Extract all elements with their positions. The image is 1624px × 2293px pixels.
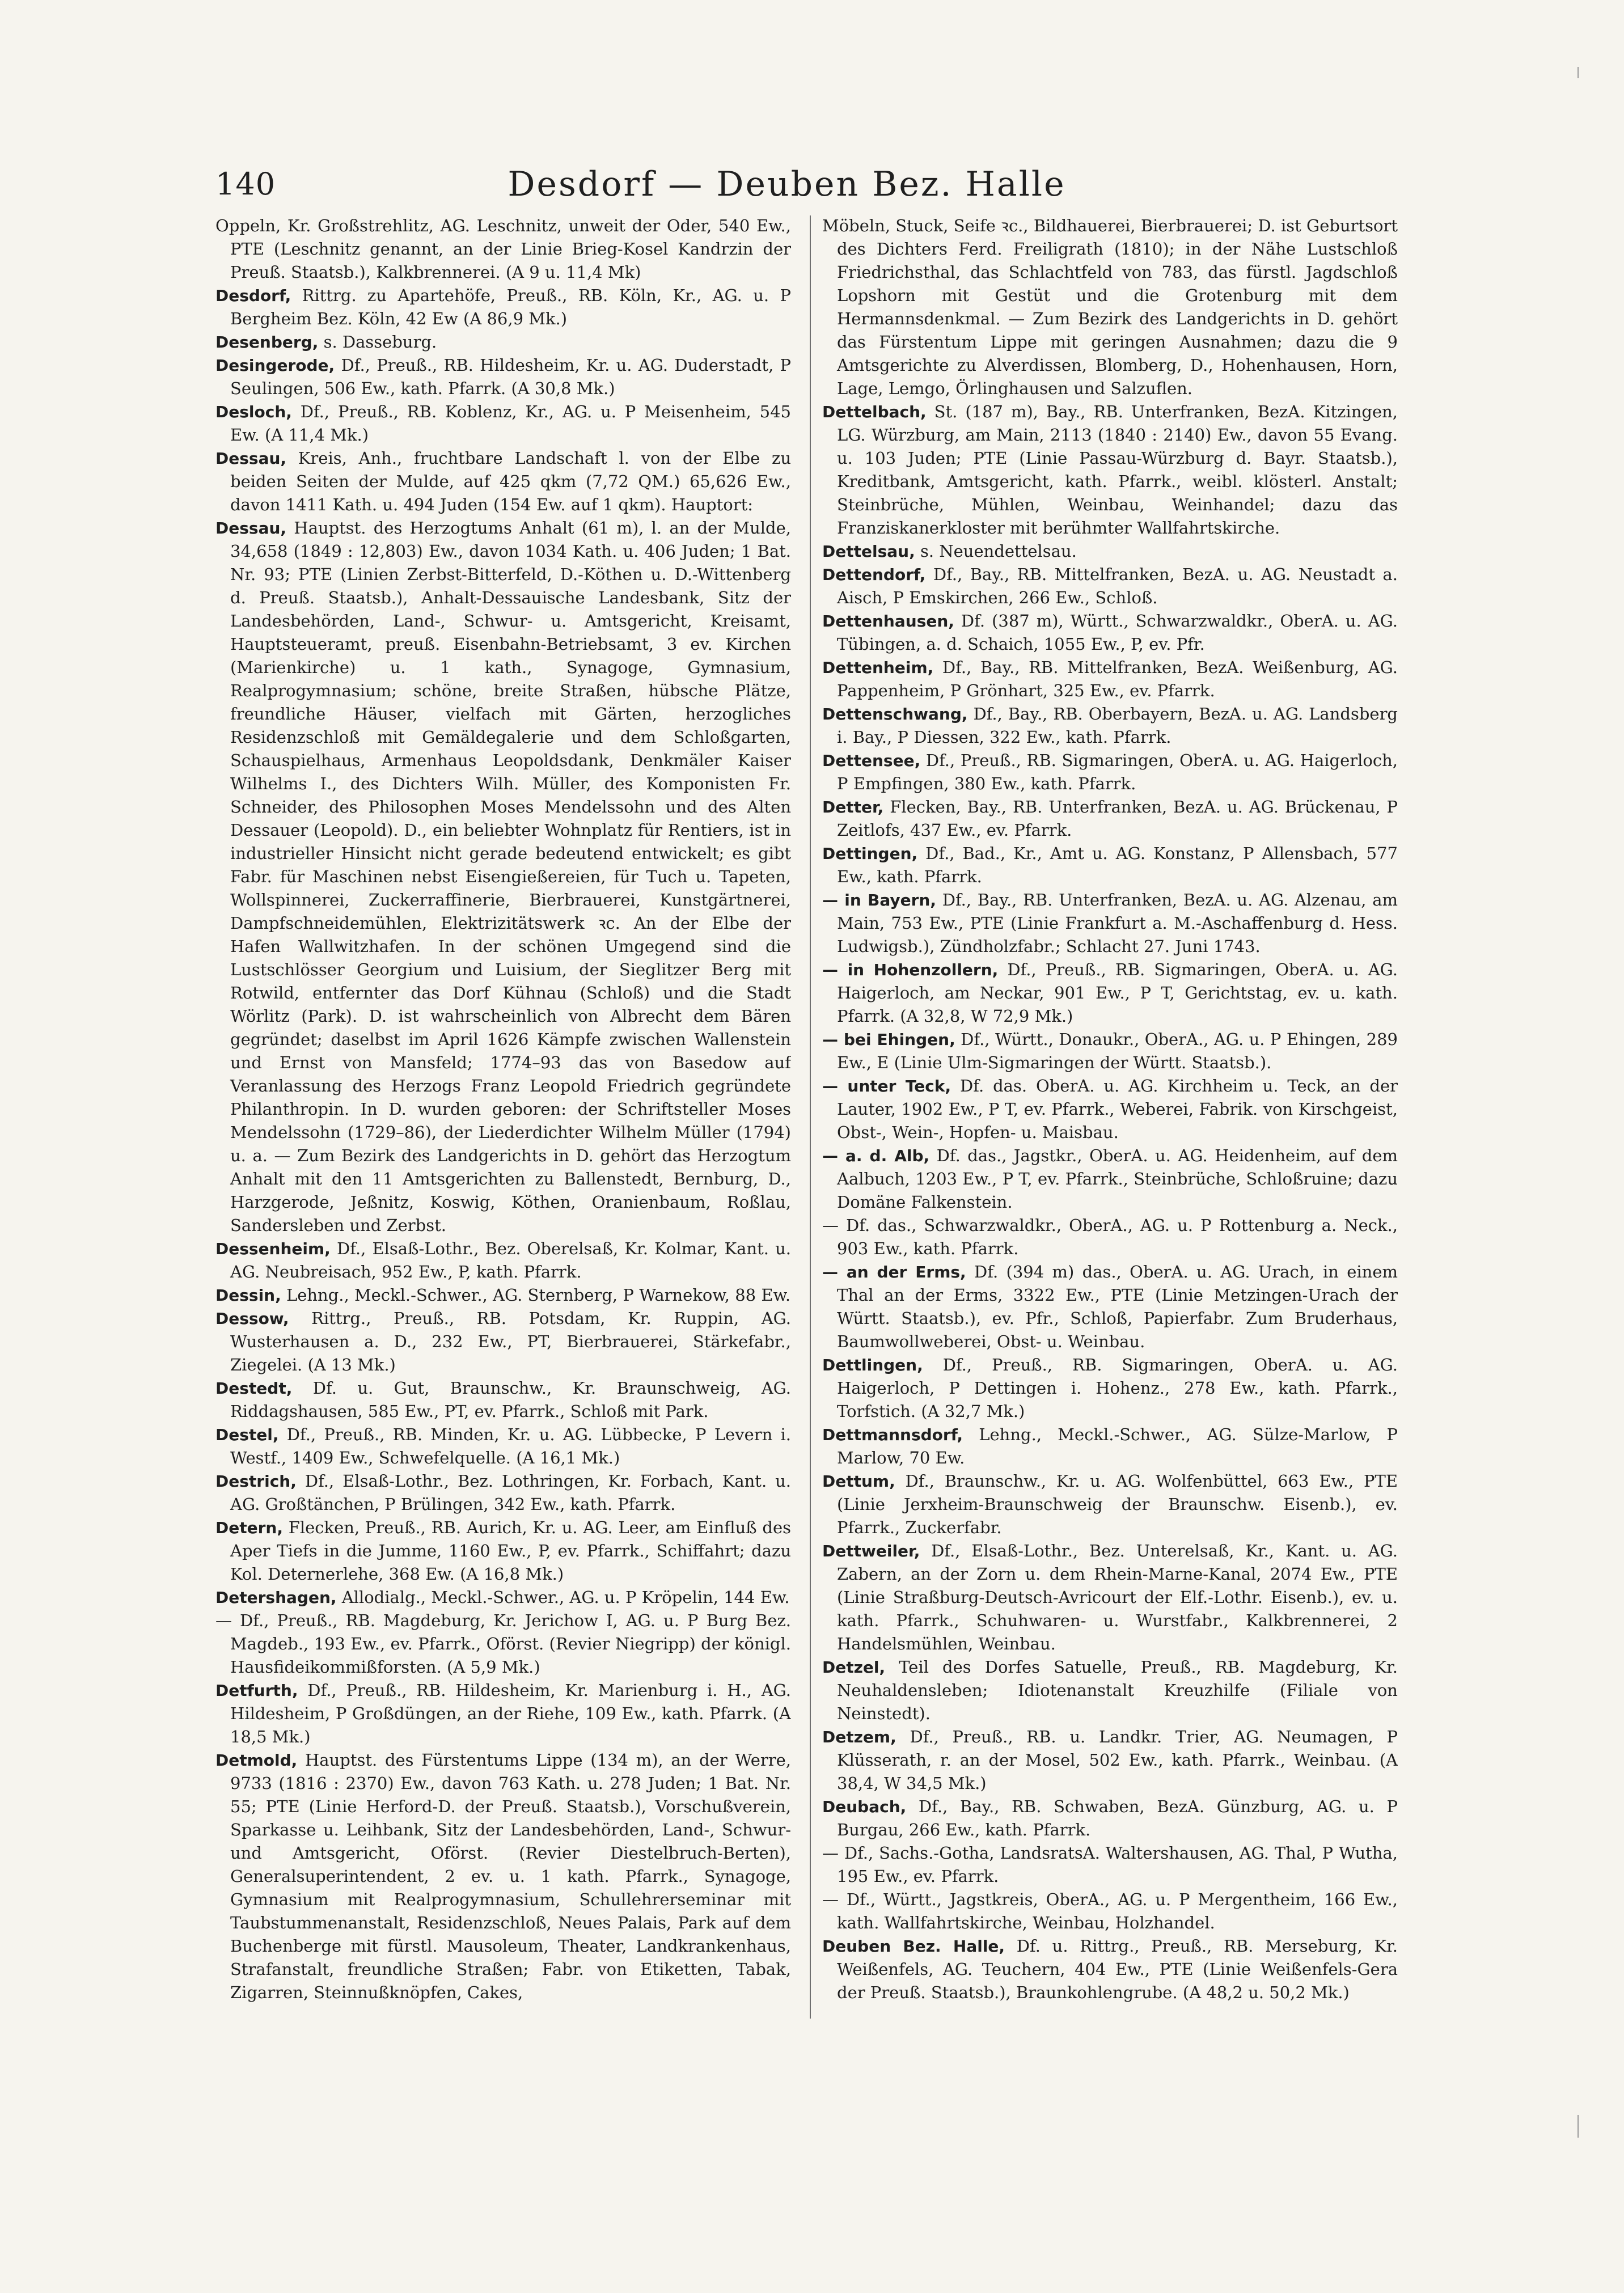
entry-headword: Detershagen, xyxy=(215,1588,337,1607)
left-column xyxy=(215,214,791,2057)
dictionary-entry xyxy=(215,400,791,447)
entry-text: Df., Preuß., RB. Sigmaringen, OberA. u. AG. Haigerloch, P Empfingen, 380 Ew., kath. Pfarrk. xyxy=(837,751,1398,793)
entry-text: Df., Preuß., RB. Hildesheim, Kr. u. AG. Duderstadt, P Seulingen, 506 Ew., kath. Pfarrk. (A 30,8 Mk.) xyxy=(230,356,791,398)
dictionary-entry xyxy=(215,214,791,284)
entry-headword: Deuben Bez. Halle, xyxy=(822,1937,1005,1956)
entry-text: Df., Württ., Donaukr., OberA., AG. u. P Ehingen, 289 Ew., E (Linie Ulm-Sigmaringen der Württ. Staatsb.). xyxy=(837,1030,1398,1072)
dictionary-entry xyxy=(215,284,791,331)
entry-text: Möbeln, Stuck, Seife ꝛc., Bildhauerei, Bierbrauerei; D. ist Geburtsort des Dichters Ferd. Freiligrath (1810); in der Nähe Lustschloß Friedrichsthal, das Schlachtfeld von 783, das fürstl. Jagdschloß Lopshorn mit Gestüt und die Grotenburg mit dem Hermannsdenkmal. — Zum Bezirk des Landgerichts in D. gehört das Fürstentum Lippe mit geringen Ausnahmen; dazu die 9 Amtsgerichte zu Alverdissen, Blomberg, D., Hohenhausen, Horn, Lage, Lemgo, Örlinghausen und Salzuflen. xyxy=(822,216,1398,398)
dictionary-entry xyxy=(215,1423,791,1470)
entry-text: Df., Bay., RB. Schwaben, BezA. Günzburg, AG. u. P Burgau, 266 Ew., kath. Pfarrk. xyxy=(837,1797,1398,1839)
entry-headword: Dessow, xyxy=(215,1309,289,1328)
dictionary-entry xyxy=(822,1795,1398,1842)
dictionary-entry xyxy=(215,447,791,517)
entry-text: Df., Preuß., RB. Hildesheim, Kr. Marienburg i. H., AG. Hildesheim, P Großdüngen, an der Riehe, 109 Ew., kath. Pfarrk. (A 18,5 Mk.) xyxy=(230,1681,791,1746)
entry-headword: Dettenschwang, xyxy=(822,705,968,724)
entry-text: — Df., Preuß., RB. Magdeburg, Kr. Jerichow I, AG. u. P Burg Bez. Magdeb., 193 Ew., ev. Pfarrk., Oförst. (Revier Niegripp) der königl. Hausfideikommißforsten. (A 5,9 Mk.) xyxy=(215,1611,791,1677)
dictionary-entry xyxy=(822,1260,1398,1353)
entry-headword: Detern, xyxy=(215,1518,283,1537)
entry-text: Df., Bay., RB. Mittelfranken, BezA. u. AG. Neustadt a. Aisch, P Emskirchen, 266 Ew., Schloß. xyxy=(837,565,1398,607)
entry-text: Df. das., Jagstkr., OberA. u. AG. Heidenheim, auf dem Aalbuch, 1203 Ew., P T, ev. Pfarrk., Steinbrüche, Schloßruine; dazu Domäne Falkenstein. xyxy=(837,1146,1398,1212)
entry-text: Df., Bad., Kr., Amt u. AG. Konstanz, P Allensbach, 577 Ew., kath. Pfarrk. xyxy=(837,844,1398,886)
dictionary-entry xyxy=(822,610,1398,656)
entry-headword: Dessau, xyxy=(215,449,287,468)
entry-text: St. (187 m), Bay., RB. Unterfranken, BezA. Kitzingen, LG. Würzburg, am Main, 2113 (1840 : 2140) Ew., davon 55 Evang. u. 103 Juden; PTE (Linie Passau-Würzburg d. Bayr. Staatsb.), Kreditbank, Amtsgericht, kath. Pfarrk., weibl. klösterl. Anstalt; Steinbrüche, Mühlen, Weinbau, Weinhandel; dazu das Franziskanerkloster mit berühmter Wallfahrtskirche. xyxy=(837,402,1398,538)
dictionary-entry xyxy=(215,1284,791,1307)
entry-headword: Dettelsau, xyxy=(822,542,915,561)
dictionary-entry xyxy=(215,331,791,354)
entry-text: Kreis, Anh., fruchtbare Landschaft l. von der Elbe zu beiden Seiten der Mulde, auf 425 qkm (7,72 QM.) 65,626 Ew., davon 1411 Kath. u. 494 Juden (154 Ew. auf 1 qkm). Hauptort: xyxy=(230,449,791,514)
entry-headword: — a. d. Alb, xyxy=(822,1146,930,1165)
dictionary-entry xyxy=(822,1539,1398,1656)
dictionary-entry xyxy=(215,354,791,400)
entry-text: Df. (387 m), Württ., Schwarzwaldkr., OberA. u. AG. Tübingen, a. d. Schaich, 1055 Ew., P, ev. Pfr. xyxy=(837,611,1398,654)
entry-headword: Destel, xyxy=(215,1425,279,1444)
dictionary-entry xyxy=(822,1842,1398,1888)
entry-text: Df., Bay., RB. Mittelfranken, BezA. Weißenburg, AG. Pappenheim, P Grönhart, 325 Ew., ev. Pfarrk. xyxy=(837,658,1398,700)
entry-text: Df., Preuß., RB. Minden, Kr. u. AG. Lübbecke, P Levern i. Westf., 1409 Ew., Schwefelquelle. (A 16,1 Mk.) xyxy=(230,1425,791,1467)
dictionary-entry xyxy=(215,1609,791,1679)
dictionary-entry xyxy=(822,1353,1398,1423)
dictionary-entry xyxy=(822,1935,1398,2004)
entry-text: Df. (394 m) das., OberA. u. AG. Urach, in einem Thal an der Erms, 3322 Ew., PTE (Linie Metzingen-Urach der Württ. Staatsb.), ev. Pfr., Schloß, Papierfabr. Zum Bruderhaus, Baumwollweberei, Obst- u. Weinbau. xyxy=(837,1262,1398,1351)
dictionary-entry xyxy=(822,656,1398,703)
entry-text: — Df., Sachs.-Gotha, LandsratsA. Waltershausen, AG. Thal, P Wutha, 195 Ew., ev. Pfarrk. xyxy=(822,1843,1398,1886)
dictionary-entry xyxy=(822,1214,1398,1260)
page-number: 140 xyxy=(215,166,276,202)
entry-text: Df., Braunschw., Kr. u. AG. Wolfenbüttel, 663 Ew., PTE (Linie Jerxheim-Braunschweig der Braunschw. Eisenb.), ev. Pfarrk., Zuckerfabr. xyxy=(837,1471,1398,1537)
entry-headword: — unter Teck, xyxy=(822,1077,951,1095)
entry-text: Df., Elsaß-Lothr., Bez. Lothringen, Kr. Forbach, Kant. u. AG. Großtänchen, P Brülingen, 342 Ew., kath. Pfarrk. xyxy=(230,1471,791,1514)
entry-headword: — in Bayern, xyxy=(822,891,936,909)
entry-headword: Dettum, xyxy=(822,1472,895,1491)
entry-text: Df., Elsaß-Lothr., Bez. Oberelsaß, Kr. Kolmar, Kant. u. AG. Neubreisach, 952 Ew., P, kath. Pfarrk. xyxy=(230,1239,791,1281)
dictionary-entry xyxy=(215,517,791,1237)
entry-text: Df., Preuß., RB. Sigmaringen, OberA. u. AG. Haigerloch, am Neckar, 901 Ew., P T, Gerichtstag, ev. u. kath. Pfarrk. (A 32,8, W 72,9 Mk.) xyxy=(837,960,1398,1026)
dictionary-entry xyxy=(215,1307,791,1377)
entry-headword: Desenberg, xyxy=(215,333,319,352)
entry-headword: — in Hohenzollern, xyxy=(822,961,999,979)
dictionary-entry xyxy=(822,1074,1398,1144)
entry-headword: Deubach, xyxy=(822,1797,907,1816)
entry-headword: Destedt, xyxy=(215,1379,293,1398)
entry-headword: — bei Ehingen, xyxy=(822,1030,955,1049)
entry-text: Rittrg. zu Apartehöfe, Preuß., RB. Köln, Kr., AG. u. P Bergheim Bez. Köln, 42 Ew (A 86,9 Mk.) xyxy=(230,286,791,328)
entry-headword: Dettendorf, xyxy=(822,565,926,584)
dictionary-entry xyxy=(822,1144,1398,1214)
entry-headword: Desloch, xyxy=(215,403,292,421)
entry-text: Oppeln, Kr. Großstrehlitz, AG. Leschnitz, unweit der Oder, 540 Ew., PTE (Leschnitz genannt, an der Linie Brieg-Kosel Kandrzin der Preuß. Staatsb.), Kalkbrennerei. (A 9 u. 11,4 Mk) xyxy=(215,216,791,282)
dictionary-entry xyxy=(822,1656,1398,1725)
entry-headword: Dettenhausen, xyxy=(822,612,954,631)
dictionary-entry xyxy=(215,1516,791,1586)
dictionary-entry xyxy=(822,796,1398,842)
dictionary-entry xyxy=(822,540,1398,563)
dictionary-entry xyxy=(822,749,1398,796)
entry-text: Allodialg., Meckl.-Schwer., AG. u. P Kröpelin, 144 Ew. xyxy=(341,1588,790,1607)
entry-text: Df., Preuß., RB. Koblenz, Kr., AG. u. P Meisenheim, 545 Ew. (A 11,4 Mk.) xyxy=(230,402,791,445)
entry-text: Df. u. Rittrg., Preuß., RB. Merseburg, Kr. Weißenfels, AG. Teuchern, 404 Ew., PTE (Linie Weißenfels-Gera der Preuß. Staatsb.), Braunkohlengrube. (A 48,2 u. 50,2 Mk.) xyxy=(837,1936,1398,2002)
edge-mark xyxy=(1578,67,1579,78)
dictionary-entry xyxy=(822,703,1398,749)
dictionary-entry xyxy=(822,958,1398,1028)
entry-text: Lehng., Meckl.-Schwer., AG. Sternberg, P Warnekow, 88 Ew. xyxy=(286,1285,791,1305)
entry-headword: Dessenheim, xyxy=(215,1239,331,1258)
dictionary-entry xyxy=(822,1470,1398,1539)
entry-headword: Dettingen, xyxy=(822,844,918,863)
page-header xyxy=(215,162,1358,207)
entry-headword: Desingerode, xyxy=(215,356,335,375)
dictionary-entry xyxy=(822,889,1398,958)
page-title: Desdorf — Deuben Bez. Halle xyxy=(508,164,1066,204)
right-column xyxy=(822,214,1398,2057)
dictionary-entry xyxy=(822,1028,1398,1074)
entry-text: s. Dasseburg. xyxy=(323,332,437,352)
entry-text: — Df. das., Schwarzwaldkr., OberA., AG. u. P Rottenburg a. Neck., 903 Ew., kath. Pfarrk. xyxy=(822,1216,1398,1258)
entry-text: Lehng., Meckl.-Schwer., AG. Sülze-Marlow, P Marlow, 70 Ew. xyxy=(837,1425,1398,1467)
dictionary-entry xyxy=(215,1749,791,2004)
dictionary-entry xyxy=(215,1679,791,1749)
entry-text: Df., Preuß., RB. u. Landkr. Trier, AG. Neumagen, P Klüsserath, r. an der Mosel, 502 Ew., kath. Pfarrk., Weinbau. (A 38,4, W 34,5 Mk.) xyxy=(837,1727,1398,1793)
entry-text: Df., Preuß., RB. Sigmaringen, OberA. u. AG. Haigerloch, P Dettingen i. Hohenz., 278 Ew., kath. Pfarrk., Torfstich. (A 32,7 Mk.) xyxy=(837,1355,1398,1421)
entry-text: Df. u. Gut, Braunschw., Kr. Braunschweig, AG. Riddagshausen, 585 Ew., PT, ev. Pfarrk., Schloß mit Park. xyxy=(230,1378,791,1421)
entry-text: Hauptst. des Fürstentums Lippe (134 m), an der Werre, 9733 (1816 : 2370) Ew., davon 763 Kath. u. 278 Juden; 1 Bat. Nr. 55; PTE (Linie Herford-D. der Preuß. Staatsb.), Vorschußverein, Sparkasse u. Leihbank, Sitz der Landesbehörden, Land-, Schwur- und Amtsgericht, Oförst. (Revier Diestelbruch-Berten), Generalsuperintendent, 2 ev. u. 1 kath. Pfarrk., Synagoge, Gymnasium mit Realprogymnasium, Schullehrerseminar mit Taubstummenanstalt, Residenzschloß, Neues Palais, Park auf dem Buchenberge mit fürstl. Mausoleum, Theater, Landkrankenhaus, Strafanstalt, freundliche Straßen; Fabr. von Etiketten, Tabak, Zigarren, Steinnußknöpfen, Cakes, xyxy=(230,1750,791,2002)
edge-mark xyxy=(1578,2115,1579,2138)
entry-text: s. Neuendettelsau. xyxy=(920,541,1077,561)
entry-headword: Detzem, xyxy=(822,1728,896,1746)
entry-headword: Detmold, xyxy=(215,1751,298,1770)
entry-text: Df. das. OberA. u. AG. Kirchheim u. Teck, an der Lauter, 1902 Ew., P T, ev. Pfarrk., Weberei, Fabrik. von Kirschgeist, Obst-, Wein-, Hopfen- u. Maisbau. xyxy=(837,1076,1398,1142)
dictionary-entry xyxy=(215,1586,791,1609)
dictionary-entry xyxy=(822,214,1398,400)
entry-text: Df., Bay., RB. Unterfranken, BezA. u. AG. Alzenau, am Main, 753 Ew., PTE (Linie Frankfurt a. M.-Aschaffenburg d. Hess. Ludwigsb.), Zündholzfabr.; Schlacht 27. Juni 1743. xyxy=(837,890,1398,956)
entry-text: — Df., Württ., Jagstkreis, OberA., AG. u. P Mergentheim, 166 Ew., kath. Wallfahrtskirche, Weinbau, Holzhandel. xyxy=(822,1890,1398,1932)
entry-headword: Detter, xyxy=(822,798,884,816)
entry-headword: Dettweiler, xyxy=(822,1542,920,1560)
entry-headword: Desdorf, xyxy=(215,286,291,305)
entry-headword: Detfurth, xyxy=(215,1681,298,1700)
dictionary-entry xyxy=(822,1725,1398,1795)
dictionary-entry xyxy=(215,1470,791,1516)
entry-text: Df., Elsaß-Lothr., Bez. Unterelsaß, Kr., Kant. u. AG. Zabern, an der Zorn u. dem Rhein-Marne-Kanal, 2074 Ew., PTE (Linie Straßburg-Deutsch-Avricourt der Elf.-Lothr. Eisenb.), ev. u. kath. Pfarrk., Schuhwaren- u. Wurstfabr., Kalkbrennerei, 2 Handelsmühlen, Weinbau. xyxy=(837,1541,1398,1653)
dictionary-entry xyxy=(822,400,1398,540)
dictionary-entry xyxy=(215,1377,791,1423)
entry-text: Hauptst. des Herzogtums Anhalt (61 m), l. an der Mulde, 34,658 (1849 : 12,803) Ew., davon 1034 Kath. u. 406 Juden; 1 Bat. Nr. 93; PTE (Linien Zerbst-Bitterfeld, D.-Köthen u. D.-Wittenberg d. Preuß. Staatsb.), Anhalt-Dessauische Landesbank, Sitz der Landesbehörden, Land-, Schwur- u. Amtsgericht, Kreisamt, Hauptsteueramt, preuß. Eisenbahn-Betriebsamt, 3 ev. Kirchen (Marienkirche) u. 1 kath., Synagoge, Gymnasium, Realprogymnasium; schöne, breite Straßen, hübsche Plätze, freundliche Häuser, vielfach mit Gärten, herzogliches Residenzschloß mit Gemäldegalerie und dem Schloßgarten, Schauspielhaus, Armenhaus Leopoldsdank, Denkmäler Kaiser Wilhelms I., des Dichters Wilh. Müller, des Komponisten Fr. Schneider, des Philosophen Moses Mendelssohn und des Alten Dessauer (Leopold). D., ein beliebter Wohnplatz für Rentiers, ist in industrieller Hinsicht nicht gerade bedeutend entwickelt; es gibt Fabr. für Maschinen nebst Eisengießereien, für Tuch u. Tapeten, Wollspinnerei, Zuckerraffinerie, Bierbrauerei, Kunstgärtnerei, Dampfschneidemühlen, Elektrizitätswerk ꝛc. An der Elbe der Hafen Wallwitzhafen. In der schönen Umgegend sind die Lustschlösser Georgium und Luisium, der Sieglitzer Berg mit Rotwild, entfernter das Dorf Kühnau (Schloß) und die Stadt Wörlitz (Park). D. ist wahrscheinlich von Albrecht dem Bären gegründet; daselbst im April 1626 Kämpfe zwischen Wallenstein und Ernst von Mansfeld; 1774–93 das von Basedow auf Veranlassung des Herzogs Franz Leopold Friedrich gegründete Philanthropin. In D. wurden geboren: der Schriftsteller Moses Mendelssohn (1729–86), der Liederdichter Wilhelm Müller (1794) u. a. — Zum Bezirk des Landgerichts in D. gehört das Herzogtum Anhalt mit den 11 Amtsgerichten zu Ballenstedt, Bernburg, D., Harzgerode, Jeßnitz, Koswig, Köthen, Oranienbaum, Roßlau, Sandersleben und Zerbst. xyxy=(230,518,791,1235)
entry-headword: Destrich, xyxy=(215,1472,297,1491)
dictionary-entry xyxy=(215,1237,791,1284)
entry-headword: Dettmannsdorf, xyxy=(822,1425,963,1444)
entry-headword: — an der Erms, xyxy=(822,1263,966,1281)
entry-headword: Dessau, xyxy=(215,519,287,538)
entry-headword: Dettlingen, xyxy=(822,1356,923,1374)
entry-headword: Dettelbach, xyxy=(822,403,927,421)
column-divider xyxy=(810,215,811,2019)
dictionary-entry xyxy=(822,1423,1398,1470)
dictionary-entry xyxy=(822,842,1398,889)
dictionary-entry xyxy=(822,563,1398,610)
entry-headword: Detzel, xyxy=(822,1658,886,1677)
entry-headword: Dettensee, xyxy=(822,751,921,770)
entry-headword: Dettenheim, xyxy=(822,658,934,677)
entry-text: Df., Bay., RB. Oberbayern, BezA. u. AG. Landsberg i. Bay., P Diessen, 322 Ew., kath. Pfarrk. xyxy=(837,704,1398,747)
dictionary-entry xyxy=(822,1888,1398,1935)
entry-text: Flecken, Preuß., RB. Aurich, Kr. u. AG. Leer, am Einfluß des Aper Tiefs in die Jumme, 1160 Ew., P, ev. Pfarrk., Schiffahrt; dazu Kol. Deternerlehe, 368 Ew. (A 16,8 Mk.) xyxy=(230,1518,791,1584)
entry-headword: Dessin, xyxy=(215,1286,281,1305)
entry-text: Teil des Dorfes Satuelle, Preuß., RB. Magdeburg, Kr. Neuhaldensleben; Idiotenanstalt Kreuzhilfe (Filiale von Neinstedt). xyxy=(837,1657,1398,1723)
entry-text: Flecken, Bay., RB. Unterfranken, BezA. u. AG. Brückenau, P Zeitlofs, 437 Ew., ev. Pfarrk. xyxy=(837,797,1398,840)
entry-text: Rittrg., Preuß., RB. Potsdam, Kr. Ruppin, AG. Wusterhausen a. D., 232 Ew., PT, Bierbrauerei, Stärkefabr., Ziegelei. (A 13 Mk.) xyxy=(230,1309,791,1374)
